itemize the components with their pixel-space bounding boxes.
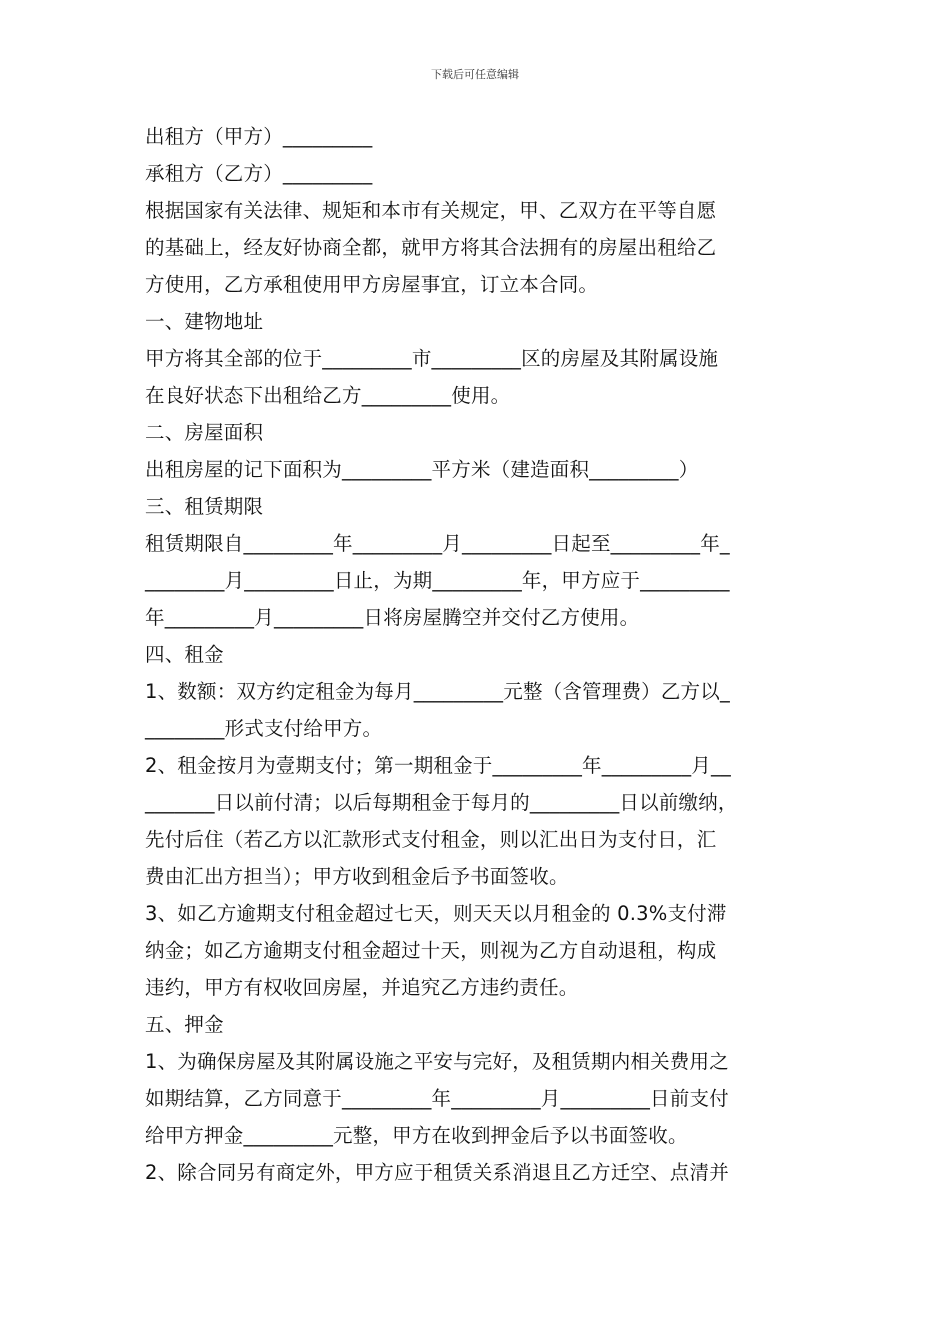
section-heading-area: 二、房屋面积 — [145, 421, 264, 444]
rent-clause-line: 2、租金按月为壹期支付；第一期租金于_________年_________月__ — [145, 754, 731, 777]
preamble-line: 的基础上，经友好协商全都，就甲方将其合法拥有的房屋出租给乙 — [145, 236, 717, 259]
preamble-line: 方使用，乙方承租使用甲方房屋事宜，订立本合同。 — [145, 273, 599, 296]
section-heading-address: 一、建物地址 — [145, 310, 264, 333]
deposit-clause-line: 如期结算，乙方同意于_________年_________月_________日前支付 — [145, 1087, 729, 1110]
contract-body — [145, 118, 810, 1191]
area-line: 出租房屋的记下面积为_________平方米（建造面积_________） — [145, 458, 699, 481]
address-line: 在良好状态下出租给乙方_________使用。 — [145, 384, 511, 407]
address-line: 甲方将其全部的位于_________市_________区的房屋及其附属设施 — [145, 347, 719, 370]
term-line: 年_________月_________日将房屋腾空并交付乙方使用。 — [145, 606, 640, 629]
rent-clause-line: 1、数额：双方约定租金为每月_________元整（含管理费）乙方以_ — [145, 680, 730, 703]
section-heading-term: 三、租赁期限 — [145, 495, 264, 518]
rent-clause-line: 先付后住（若乙方以汇款形式支付租金，则以汇出日为支付日，汇 — [145, 828, 717, 851]
section-heading-rent: 四、租金 — [145, 643, 224, 666]
rent-clause-line: 违约，甲方有权收回房屋，并追究乙方违约责任。 — [145, 976, 579, 999]
rent-clause-line: _______日以前付清；以后每期租金于每月的_________日以前缴纳， — [145, 791, 738, 814]
section-heading-deposit: 五、押金 — [145, 1013, 224, 1036]
deposit-clause-line: 给甲方押金_________元整，甲方在收到押金后予以书面签收。 — [145, 1124, 688, 1147]
page-header: 下载后可任意编辑 — [431, 68, 519, 81]
preamble-line: 根据国家有关法律、规矩和本市有关规定，甲、乙双方在平等自愿 — [145, 199, 717, 222]
term-line: 租赁期限自_________年_________月_________日起至_________年_ — [145, 532, 730, 555]
rent-clause-line: 3、如乙方逾期支付租金超过七天，则天天以月租金的 0.3%支付滞 — [145, 902, 727, 925]
rent-clause-line: ________形式支付给甲方。 — [145, 717, 383, 740]
deposit-clause-line: 2、除合同另有商定外，甲方应于租赁关系消退且乙方迁空、点清并 — [145, 1161, 729, 1184]
deposit-clause-line: 1、为确保房屋及其附属设施之平安与完好，及租赁期内相关费用之 — [145, 1050, 729, 1073]
party-a-line: 出租方（甲方）_________ — [145, 125, 373, 148]
rent-clause-line: 纳金；如乙方逾期支付租金超过十天，则视为乙方自动退租，构成 — [145, 939, 717, 962]
rent-clause-line: 费由汇出方担当）；甲方收到租金后予书面签收。 — [145, 865, 569, 888]
term-line: ________月_________日止，为期_________年，甲方应于_________ — [145, 569, 730, 592]
party-b-line: 承租方（乙方）_________ — [145, 162, 373, 185]
